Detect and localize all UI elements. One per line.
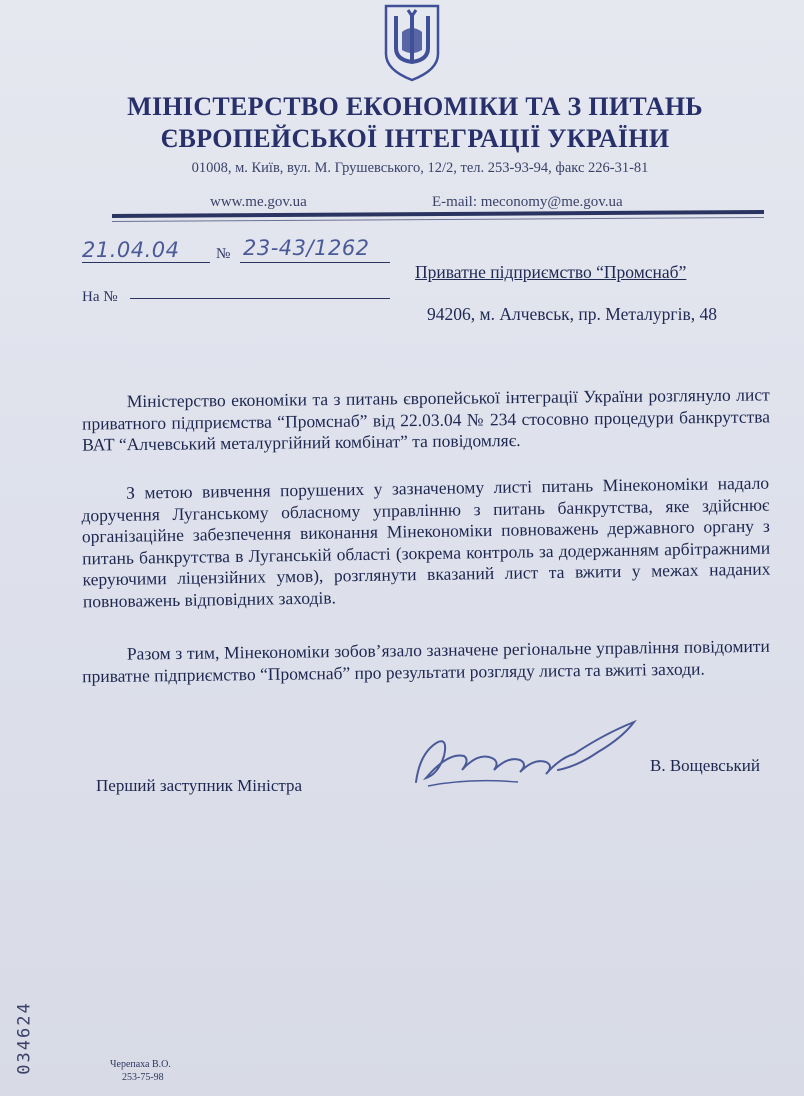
executor-phone: 253-75-98: [122, 1072, 164, 1083]
recipient-name: Приватне підприємство “Промснаб”: [415, 262, 687, 282]
trident-emblem-icon: [380, 2, 444, 82]
paragraph-text: З метою вивчення порушених у зазначеному листі питань Мінекономіки надало доручення Луганському обласному управлінню з питань банкрутства, яке здійснює організаційне забезпечення виконання Мінекономіки повноважень державного органу з питань банкрутства в Луганській області (зокрема контроль за додержанням арбітражними керуючими ліцензійних умов), розглянути вказаний лист та вжити у межах наданих повноважень відповідних заходів.: [81, 472, 771, 611]
executor-info: [110, 1058, 171, 1084]
body-paragraph-1: [82, 384, 771, 456]
ministry-name-line1: МІНІСТЕРСТВО ЕКОНОМІКИ ТА З ПИТАНЬ: [127, 92, 703, 121]
outgoing-date: 21.04.04: [82, 238, 180, 262]
number-sign: №: [216, 246, 231, 262]
ministry-name-line2: ЄВРОПЕЙСЬКОЇ ІНТЕГРАЦІЇ УКРАЇНИ: [160, 124, 670, 153]
date-underline: [82, 262, 210, 263]
paragraph-text: Міністерство економіки та з питань європейської інтеграції України розглянуло лист приватного підприємства “Промснаб” від 22.03.04 № 234 стосовно процедури банкрутства ВАТ “Алчевський металургійний комбінат” та повідомляє.: [81, 384, 771, 455]
ministry-website: www.me.gov.ua: [210, 194, 307, 210]
serial-number: 034624: [14, 1001, 35, 1075]
signature-icon: [408, 712, 644, 798]
body-paragraph-3: [82, 636, 770, 687]
paragraph-text: Разом з тим, Мінекономіки зобов’язало зазначене регіональне управління повідомити приватне підприємство “Промснаб” про результати розгляду листа та вжиті заходи.: [82, 635, 770, 686]
body-paragraph-2: [81, 473, 771, 613]
letterhead-divider-thin: [112, 217, 764, 222]
number-underline: [240, 262, 390, 263]
recipient-address: 94206, м. Алчевськ, пр. Металургів, 48: [427, 304, 717, 324]
reply-to-label: На №: [82, 289, 118, 305]
signatory-title: Перший заступник Міністра: [96, 776, 303, 795]
executor-name: Черепаха В.О.: [110, 1059, 171, 1070]
reply-to-underline: [130, 298, 390, 299]
signatory-name: В. Вощевський: [650, 756, 760, 775]
ministry-address: 01008, м. Київ, вул. М. Грушевського, 12/2, тел. 253-93-94, факс 226-31-81: [191, 160, 649, 176]
ministry-email: E-mail: meconomy@me.gov.ua: [432, 194, 623, 210]
outgoing-number: 23-43/1262: [243, 236, 370, 260]
